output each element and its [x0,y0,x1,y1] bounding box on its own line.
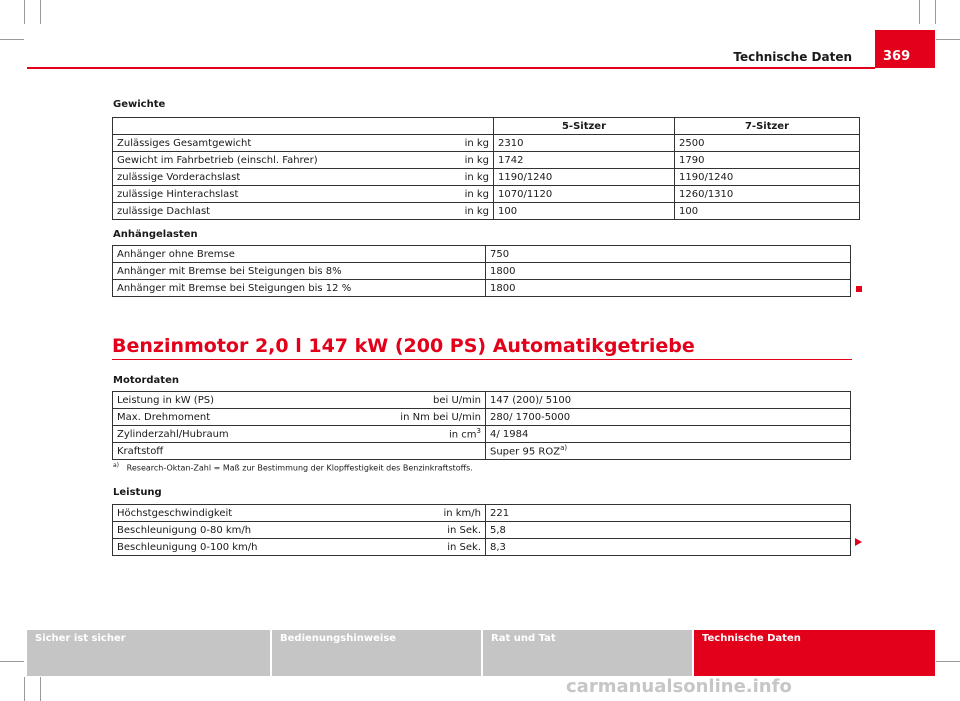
crop-mark [40,677,41,701]
crop-mark [0,39,24,40]
footer-tab-rat-und-tat[interactable]: Rat und Tat [483,630,692,676]
trailer-table [112,245,851,297]
performance-table [112,504,851,556]
table-row: Gewicht im Fahrbetrieb (einschl. Fahrer) in kg 1742 1790 [113,152,860,169]
crop-mark [919,0,920,24]
crop-mark [24,677,25,701]
crop-mark [40,0,41,24]
heading-rule [112,359,852,360]
table-row: zulässige Hinterachslast in kg 1070/1120 1260/1310 [113,186,860,203]
weights-table [112,117,860,220]
section-label-trailer: Anhängelasten [113,229,198,240]
table-row: Leistung in kW (PS) bei U/min 147 (200)/ 5100 [113,392,851,409]
crop-mark [24,0,25,24]
table-row: Höchstgeschwindigkeit in km/h 221 [113,505,851,522]
table-row: Beschleunigung 0-100 km/h in Sek. 8,3 [113,539,851,556]
crop-mark [0,661,24,662]
section-label-weights: Gewichte [113,99,166,110]
table-row: Beschleunigung 0-80 km/h in Sek. 5,8 [113,522,851,539]
footnote: $^{a)}$ Research-Oktan-Zahl = Maß zur Bestimmung der Klopffestigkeit des Benzinkraftstoffs. [113,462,473,473]
section-label-performance: Leistung [113,487,162,498]
table-row: zulässige Vorderachslast in kg 1190/1240 1190/1240 [113,169,860,186]
section-heading: Benzinmotor 2,0 l 147 kW (200 PS) Automatikgetriebe [112,335,695,357]
table-row: Anhänger ohne Bremse 750 [113,246,851,263]
footer-tab-sicher[interactable]: Sicher ist sicher [27,630,270,676]
table-row: Zulässiges Gesamtgewicht in kg 2310 2500 [113,135,860,152]
table-row: Anhänger mit Bremse bei Steigungen bis 8% 1800 [113,263,851,280]
footer-tab-bedienung[interactable]: Bedienungshinweise [272,630,481,676]
continue-arrow-icon [855,538,862,546]
table-row: Zylinderzahl/Hubraum in $cm^3$ 4/ 1984 [113,426,851,443]
column-header: 7-Sitzer [675,118,860,135]
crop-mark [936,661,960,662]
table-row: Max. Drehmoment in Nm bei U/min 280/ 1700-5000 [113,409,851,426]
table-row: zulässige Dachlast in kg 100 100 [113,203,860,220]
table-row: Kraftstoff Super 95 ROZ$^{a)}$ [113,443,851,460]
table-row: Anhänger mit Bremse bei Steigungen bis 12 % 1800 [113,280,851,297]
column-header: 5-Sitzer [494,118,675,135]
crop-mark [935,0,936,24]
section-end-marker-icon [856,286,862,292]
page-header-title: Technische Daten [733,50,852,64]
section-label-engine: Motordaten [113,375,179,386]
watermark: carmanualsonline.info [566,676,792,697]
page-number: 369 [875,30,935,68]
header-rule [27,67,875,69]
engine-table [112,391,851,460]
crop-mark [936,39,960,40]
footer-tab-technische-daten[interactable]: Technische Daten [694,630,935,676]
